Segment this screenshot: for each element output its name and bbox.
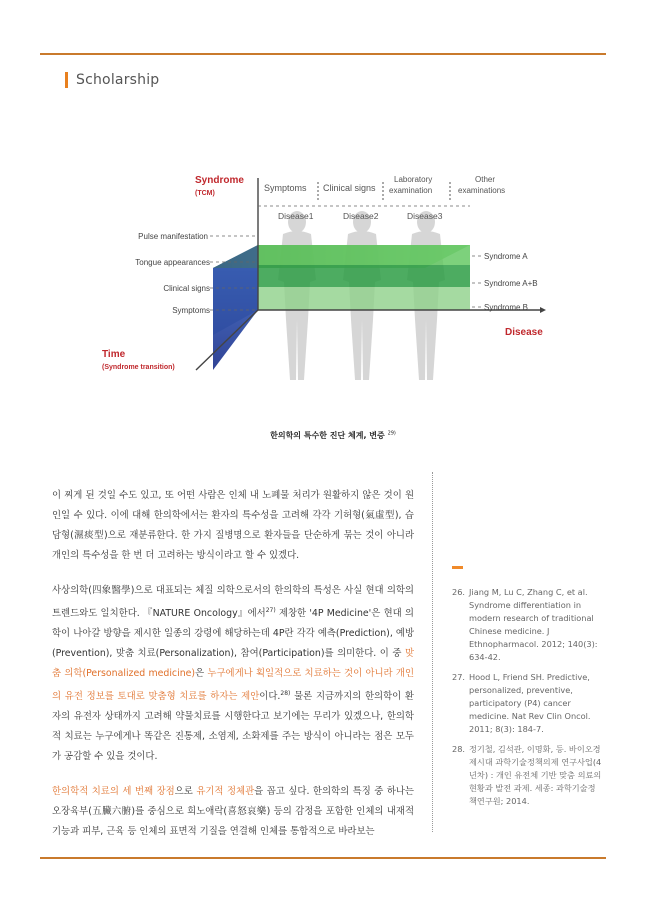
highlight-proposal: 누구에게나 획일적으로 치료하는 것이 아니라 개인의 유전 정보를 토대로 맞춤형 치료를 하자는 제안 [52, 668, 414, 703]
section-title: Scholarship [76, 72, 160, 88]
disease-1-label: Disease1 [278, 211, 314, 221]
column-other: Other [475, 175, 496, 184]
column-divider [432, 472, 433, 832]
row-symptoms: Symptoms [172, 306, 210, 315]
reference-item: 27. Hood L, Friend SH. Predictive, personalized, preventive, participatory (P4) cancer medicine. Nat Rev Clin Oncol. 2011; 8(3): 184-7. [452, 672, 591, 734]
band-syndrome-a [258, 245, 470, 265]
column-examination: examination [389, 186, 433, 195]
column-laboratory: Laboratory [394, 175, 433, 184]
disease-2-label: Disease2 [343, 211, 379, 221]
bottom-rule [40, 857, 606, 859]
top-rule [40, 53, 606, 55]
disease-axis-title: Disease [505, 327, 543, 338]
syndrome-axis-subtitle: (TCM) [195, 190, 215, 197]
highlight-organic-view: 유기적 정체관 [196, 786, 255, 798]
main-text [52, 486, 414, 842]
band-syndrome-ab [258, 265, 470, 287]
column-clinical-signs: Clinical signs [323, 183, 376, 193]
row-pulse: Pulse manifestation [138, 232, 208, 241]
section-header [65, 72, 159, 88]
figure-caption [0, 430, 666, 441]
figure-caption-text: 한의학의 특수한 진단 체계, 변증 [270, 431, 385, 440]
highlight-personalized: 맞춤 의학(Personalized medicine) [52, 648, 414, 680]
paragraph-2: 사상의학(四象醫學)으로 대표되는 체질 의학으로서의 한의학의 특성은 사실 현대 의학의 트렌드와도 일치한다. 『NATURE Oncology』에서$^{27)}$ 제창한 '4P Medicine'은 현대 의학이 나아갈 방향을 제시한 일종의 강령에 해당하는데 4P란 각각 예측(Prediction), 예방(Prevention), 맞춤 치료(Personalization), 참여(Participation)를 의미한다. 이 중 맞춤 의학(Personalized medicine)은 누구에게나 획일적으로 치료하는 것이 아니라 개인의 유전 정보를 토대로 맞춤형 치료를 하자는 제안이다.$^{28)}$ 물론 지금까지의 한의학이 환자의 유전자 상태까지 고려해 약물치료를 시행한다고 보기에는 무리가 있겠으나, 한의학적 치료는 누구에게나 똑같은 진통제, 소염제, 소화제를 주는 방식이 아니라는 점은 모두가 공감할 수 있을 것이다. [52, 585, 414, 763]
highlight-third-advantage: 한의학적 치료의 세 번째 장점 [52, 786, 175, 798]
disease-3-label: Disease3 [407, 211, 443, 221]
column-symptoms: Symptoms [264, 183, 307, 193]
time-axis-title: Time [102, 349, 126, 360]
references [452, 586, 602, 815]
reference-item: 28. 정기철, 김석관, 이명화, 등. 바이오경제시대 과학기술정책의제 연구사업(4년차) : 개인 유전체 기반 맞춤 의료의 현황과 발전 과제. 세종: 과학기술정책연구원; 2014. [452, 744, 602, 806]
figure-caption-ref: 29) [387, 430, 396, 437]
band-syndrome-b [258, 287, 470, 310]
time-axis-subtitle: (Syndrome transition) [102, 364, 175, 371]
row-tongue: Tongue appearances [135, 258, 210, 267]
section-marker [65, 72, 68, 88]
syndrome-a-label: Syndrome A [484, 252, 528, 261]
paragraph-3: 한의학적 치료의 세 번째 장점으로 유기적 정체관을 꼽고 싶다. 한의학의 특징 중 하나는 오장육부(五臟六腑)를 중심으로 희노애락(喜怒哀樂) 등의 감정을 포함한 인체의 내재적 기능과 피부, 근육 등 인체의 표면적 기질을 연결해 인체를 통합적으로 바라보는 [52, 786, 414, 838]
syndrome-axis-title: Syndrome [195, 175, 244, 186]
reference-item: 26. Jiang M, Lu C, Zhang C, et al. Syndrome differentiation in modern research of traditional Chinese medicine. J Ethnopharmacol. 2012; 140(3): 634-42. [452, 587, 598, 662]
syndrome-ab-label: Syndrome A+B [484, 279, 538, 288]
paragraph-1: 이 찌게 된 것일 수도 있고, 또 어떤 사람은 인체 내 노폐물 처리가 원활하지 않은 것이 원인일 수 있다. 이에 대해 한의학에서는 환자의 특수성을 고려해 각각 기허형(氣虛型), 습담형(濕痰型)으로 재분류한다. 한 가지 질병명으로 환자들을 단순하게 묶는 것이 아니라 개인의 특수성을 한 번 더 고려하는 방식이라고 할 수 있겠다. [52, 490, 414, 561]
row-clinical-signs: Clinical signs [163, 284, 210, 293]
references-marker [452, 566, 463, 569]
diagnosis-diagram [100, 170, 560, 410]
column-examinations: examinations [458, 186, 506, 195]
syndrome-b-label: Syndrome B [484, 303, 529, 312]
